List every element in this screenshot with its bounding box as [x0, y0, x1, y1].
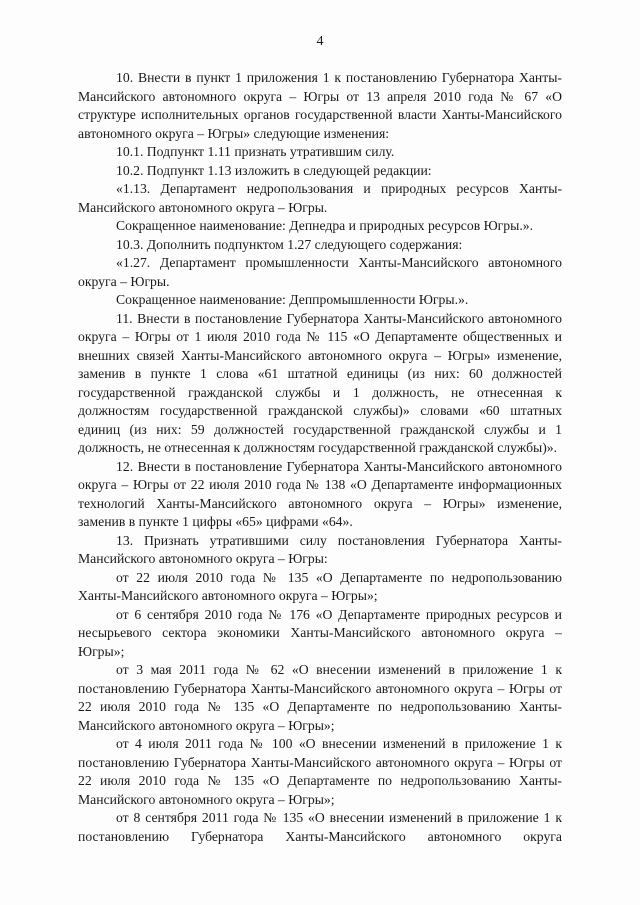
paragraph-10: 10. Внести в пункт 1 приложения 1 к постановлению Губернатора Ханты-Мансийского автономного округа – Югры от 13 апреля 2010 года № 67 «О структуре исполнительных органов государственной власти Ханты-Мансийского автономного округа – Югры» следующие изменения:: [78, 70, 562, 141]
document-body: [78, 69, 562, 846]
paragraph-13-item-2: от 6 сентября 2010 года № 176 «О Департаменте природных ресурсов и несырьевого сектора экономики Ханты-Мансийского автономного округа – Югры»;: [78, 606, 562, 659]
paragraph-13-item-4: от 4 июля 2011 года № 100 «О внесении изменений в приложение 1 к постановлению Губернатора Ханты-Мансийского автономного округа – Югры от 22 июля 2010 года № 135 «О Департаменте по недропользованию Ханты-Мансийского автономного округа – Югры»;: [78, 736, 562, 807]
paragraph-short-name-depprom: Сокращенное наименование: Деппромышленности Югры.».: [116, 292, 469, 307]
paragraph-13-item-3: от 3 мая 2011 года № 62 «О внесении изменений в приложение 1 к постановлению Губернатора Ханты-Мансийского автономного округа – Югры от 22 июля 2010 года № 135 «О Департаменте по недропользованию Ханты-Мансийского автономного округа – Югры»;: [78, 662, 562, 733]
paragraph-12: 12. Внести в постановление Губернатора Ханты-Мансийского автономного округа – Югры от 22 июля 2010 года № 138 «О Департаменте информационных технологий Ханты-Мансийского автономного округа – Югры» изменение, заменив в пункте 1 цифры «65» цифрами «64».: [78, 458, 562, 529]
paragraph-11: 11. Внести в постановление Губернатора Ханты-Мансийского автономного округа – Югры от 1 июля 2010 года № 115 «О Департаменте общественных и внешних связей Ханты-Мансийского автономного округа – Югры» изменение, заменив в пункте 1 слова «61 штатной единицы (из них: 60 должностей государственной гражданской службы и 1 должность, не отнесенная к должностям государственной гражданской службы)» словами «60 штатных единиц (из них: 59 должностей государственной гражданской службы и 1 должность, не отнесенная к должностям государственной гражданской службы)».: [78, 310, 562, 455]
paragraph-10-1: 10.1. Подпункт 1.11 признать утратившим силу.: [116, 144, 395, 159]
paragraph-short-name-depnedra: Сокращенное наименование: Депнедра и природных ресурсов Югры.».: [116, 218, 534, 233]
paragraph-1-13: «1.13. Департамент недропользования и природных ресурсов Ханты-Мансийского автономного округа – Югры.: [78, 181, 562, 215]
paragraph-1-27: «1.27. Департамент промышленности Ханты-Мансийского автономного округа – Югры.: [78, 255, 562, 289]
paragraph-10-2: 10.2. Подпункт 1.13 изложить в следующей редакции:: [116, 162, 432, 178]
page-number: 4: [316, 34, 324, 49]
paragraph-13: 13. Признать утратившими силу постановления Губернатора Ханты-Мансийского автономного округа – Югры:: [78, 532, 562, 566]
paragraph-13-item-5: от 8 сентября 2011 года № 135 «О внесении изменений в приложение 1 к постановлению Губернатора Ханты-Мансийского автономного округа: [78, 810, 562, 844]
paragraph-13-item-1: от 22 июля 2010 года № 135 «О Департаменте по недропользованию Ханты-Мансийского автономного округа – Югры»;: [78, 569, 562, 603]
paragraph-10-3: 10.3. Дополнить подпунктом 1.27 следующего содержания:: [116, 236, 463, 252]
